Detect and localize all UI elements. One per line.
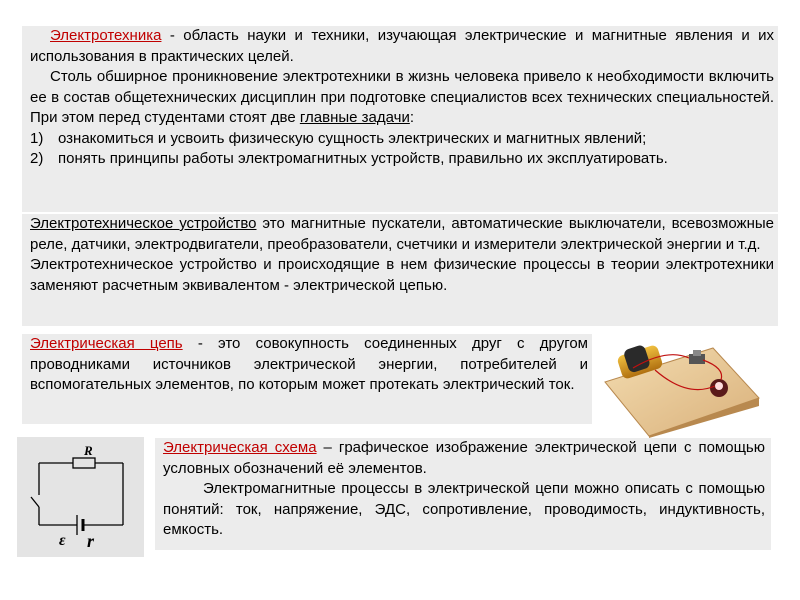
list-item (30, 129, 774, 150)
intro-block (22, 26, 778, 212)
lamp-icon (710, 379, 728, 397)
definition-schema (163, 438, 765, 479)
list-text: ознакомиться и усвоить физическую сущность электрических и магнитных явлений; (58, 129, 647, 147)
list-number: 1) (30, 129, 44, 147)
definition-device (30, 214, 774, 255)
device-block (22, 214, 778, 326)
resistor-label: R (84, 443, 93, 458)
term-device: Электротехническое устройство (30, 215, 257, 232)
circuit-photo (597, 328, 761, 438)
definition-circuit (30, 334, 588, 396)
list-text: понять принципы работы электромагнитных устройств, правильно их эксплуатировать. (58, 150, 668, 167)
paragraph-processes: Электромагнитные процессы в электрической цепи можно описать с помощью понятий: ток, напряжение, ЭДС, сопротивление, проводимость, индуктивность, емкость. (163, 480, 765, 538)
schema-block (155, 438, 771, 550)
circuit-diagram (17, 437, 144, 557)
internal-resistance-label: r (87, 531, 95, 551)
circuit-text: - это совокупность соединенных друг с другом проводниками источников электрической энергии, потребителей и вспомогательных элементов, по которым может протекать электрический ток. (30, 335, 588, 393)
definition-electrotechnics (30, 26, 774, 67)
paragraph-importance (30, 67, 774, 129)
tasks-list (30, 129, 774, 170)
term-schema: Электрическая схема (163, 439, 317, 456)
paragraph-equivalent: Электротехническое устройство и происходящие в нем физические процессы в теории электротехники заменяют расчетным эквивалентом - электрической цепью. (30, 256, 774, 294)
term-circuit: Электрическая цепь (30, 335, 183, 352)
schema-text: – графическое изображение электрической цепи с помощью условных обозначений её элементов. (163, 439, 765, 477)
list-item (30, 149, 774, 170)
importance-text: Столь обширное проникновение электротехники в жизнь человека привело к необходимости включить ее в состав общетехнических дисциплин при подготовке специалистов всех технических специальностей. При этом перед студентами стоят две (30, 68, 774, 126)
term-electrotechnics: Электротехника (50, 27, 162, 44)
term-main-tasks: главные задачи (299, 109, 410, 126)
list-number: 2) (30, 150, 44, 167)
device-text: это магнитные пускатели, автоматические выключатели, всевозможные реле, датчики, электродвигатели, преобразователи, счетчики и измерители электрической энергии и т.д. (30, 215, 774, 253)
definition-text: - область науки и техники, изучающая электрические и магнитные явления и их использования в практических целей. (30, 27, 774, 65)
colon: : (409, 109, 414, 126)
emf-label: ε (59, 532, 66, 549)
circuit-block (22, 334, 592, 424)
